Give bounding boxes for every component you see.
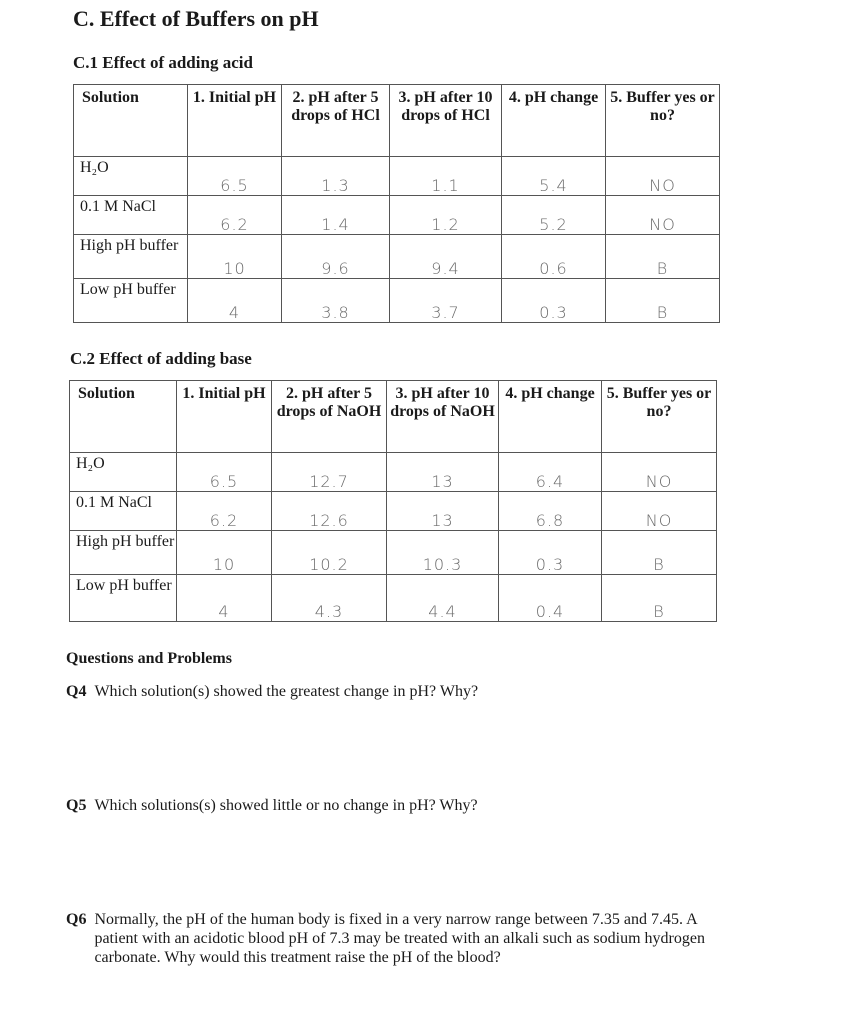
handwritten-cell: 4.4 xyxy=(387,575,499,622)
base-header-10drops: 3. pH after 10 drops of NaOH xyxy=(387,381,499,453)
acid-header-buffer: 5. Buffer yes or no? xyxy=(606,85,720,157)
row-label: Low pH buffer xyxy=(74,279,188,323)
acid-header-solution: Solution xyxy=(74,85,188,157)
handwritten-cell: NO xyxy=(602,492,717,531)
question-text: Which solutions(s) showed little or no change in pH? Why? xyxy=(94,797,478,814)
handwritten-cell: 0.4 xyxy=(499,575,602,622)
handwritten-cell: 1.1 xyxy=(390,157,502,196)
base-section-heading: C.2 Effect of adding base xyxy=(70,349,252,368)
table-row xyxy=(70,453,717,492)
table-row xyxy=(70,575,717,622)
acid-table xyxy=(73,84,720,323)
handwritten-cell: 6.5 xyxy=(177,453,272,492)
acid-section-heading: C.1 Effect of adding acid xyxy=(73,53,253,72)
base-header-buffer: 5. Buffer yes or no? xyxy=(602,381,717,453)
row-label: 0.1 M NaCl xyxy=(70,492,177,531)
handwritten-cell: 1.3 xyxy=(282,157,390,196)
table-row xyxy=(74,279,720,323)
question-number: Q5 xyxy=(66,797,87,814)
question-number: Q6 xyxy=(66,911,87,928)
handwritten-cell: B xyxy=(602,531,717,575)
acid-header-row xyxy=(74,85,720,157)
row-label: 0.1 M NaCl xyxy=(74,196,188,235)
base-table xyxy=(69,380,717,622)
handwritten-cell: 13 xyxy=(387,492,499,531)
row-label: Low pH buffer xyxy=(70,575,177,622)
row-label: High pH buffer xyxy=(70,531,177,575)
handwritten-cell: 3.8 xyxy=(282,279,390,323)
handwritten-cell: B xyxy=(606,235,720,279)
acid-header-change: 4. pH change xyxy=(502,85,606,157)
handwritten-cell: 6.2 xyxy=(177,492,272,531)
handwritten-cell: 12.6 xyxy=(272,492,387,531)
handwritten-cell: B xyxy=(606,279,720,323)
handwritten-cell: 1.2 xyxy=(390,196,502,235)
handwritten-cell: 0.3 xyxy=(499,531,602,575)
page-title: C. Effect of Buffers on pH xyxy=(73,6,319,31)
handwritten-cell: 5.2 xyxy=(502,196,606,235)
base-header-initial: 1. Initial pH xyxy=(177,381,272,453)
handwritten-cell: 6.8 xyxy=(499,492,602,531)
handwritten-cell: 4 xyxy=(188,279,282,323)
handwritten-cell: 10 xyxy=(177,531,272,575)
handwritten-cell: 3.7 xyxy=(390,279,502,323)
base-header-5drops: 2. pH after 5 drops of NaOH xyxy=(272,381,387,453)
table-row xyxy=(70,531,717,575)
handwritten-cell: 0.3 xyxy=(502,279,606,323)
handwritten-cell: NO xyxy=(606,196,720,235)
handwritten-cell: 10 xyxy=(188,235,282,279)
handwritten-cell: 9.6 xyxy=(282,235,390,279)
table-row xyxy=(74,157,720,196)
handwritten-cell: 10.2 xyxy=(272,531,387,575)
questions-heading: Questions and Problems xyxy=(66,650,232,667)
handwritten-cell: NO xyxy=(606,157,720,196)
handwritten-cell: 1.4 xyxy=(282,196,390,235)
table-row xyxy=(74,235,720,279)
acid-header-5drops: 2. pH after 5 drops of HCl xyxy=(282,85,390,157)
base-header-row xyxy=(70,381,717,453)
question-text: Normally, the pH of the human body is fixed in a very narrow range between 7.35 and 7.45. A patient with an acidotic blood pH of 7.3 may be treated with an alkali such as sodium hydrogen carbonate. Why would this treatment raise the pH of the blood? xyxy=(94,911,705,967)
handwritten-cell: 0.6 xyxy=(502,235,606,279)
table-row xyxy=(70,492,717,531)
table-row xyxy=(74,196,720,235)
handwritten-cell: 6.2 xyxy=(188,196,282,235)
handwritten-cell: 5.4 xyxy=(502,157,606,196)
question-q5 xyxy=(66,796,746,815)
question-q6 xyxy=(66,910,726,968)
handwritten-cell: 13 xyxy=(387,453,499,492)
handwritten-cell: 10.3 xyxy=(387,531,499,575)
base-header-solution: Solution xyxy=(70,381,177,453)
handwritten-cell: 12.7 xyxy=(272,453,387,492)
row-label: High pH buffer xyxy=(74,235,188,279)
question-text: Which solution(s) showed the greatest change in pH? Why? xyxy=(94,683,479,700)
handwritten-cell: B xyxy=(602,575,717,622)
question-number: Q4 xyxy=(66,683,87,700)
question-q4 xyxy=(66,682,746,701)
base-header-change: 4. pH change xyxy=(499,381,602,453)
acid-header-initial: 1. Initial pH xyxy=(188,85,282,157)
row-label: H₂O xyxy=(74,157,188,196)
acid-header-10drops: 3. pH after 10 drops of HCl xyxy=(390,85,502,157)
handwritten-cell: 9.4 xyxy=(390,235,502,279)
handwritten-cell: 4.3 xyxy=(272,575,387,622)
handwritten-cell: 6.4 xyxy=(499,453,602,492)
handwritten-cell: NO xyxy=(602,453,717,492)
handwritten-cell: 6.5 xyxy=(188,157,282,196)
handwritten-cell: 4 xyxy=(177,575,272,622)
row-label: H₂O xyxy=(70,453,177,492)
